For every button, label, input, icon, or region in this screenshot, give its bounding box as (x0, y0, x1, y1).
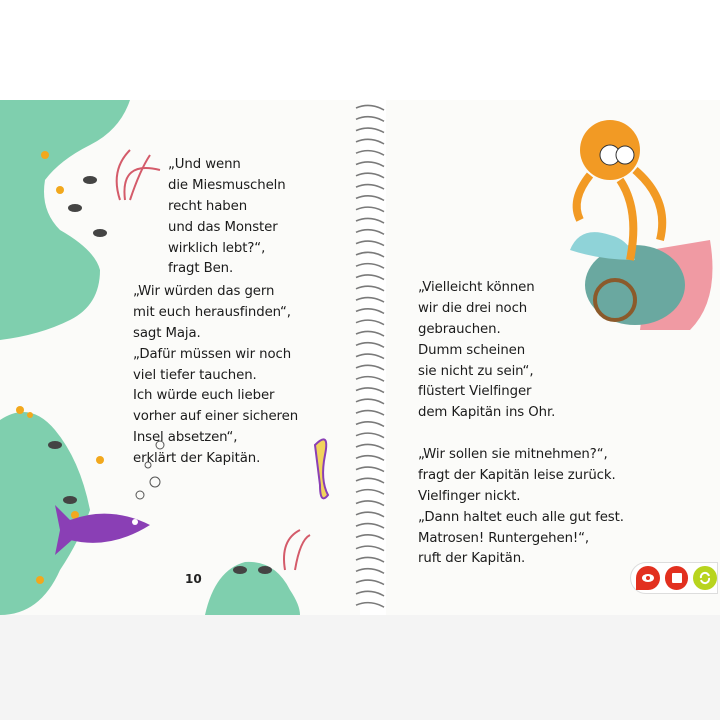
spiral-ring (356, 569, 384, 574)
spiral-ring (356, 354, 384, 359)
spiral-ring (356, 512, 384, 517)
spiral-ring (356, 139, 384, 144)
text-line: Vielfinger nickt. (418, 488, 521, 504)
text-line: wirklich lebt?“, (168, 240, 266, 256)
spiral-ring (356, 433, 384, 438)
eye-icon (641, 573, 655, 583)
octopus-turtle-illustration (540, 110, 720, 350)
spiral-ring (356, 467, 384, 472)
text-line: Matrosen! Runtergehen!“, (418, 530, 590, 546)
spiral-ring (356, 117, 384, 122)
right-text-block-2 (418, 445, 624, 570)
background (0, 615, 720, 720)
text-line: fragt Ben. (168, 261, 234, 277)
spiral-ring (356, 252, 384, 257)
spiral-ring (356, 580, 384, 585)
text-line: fragt der Kapitän leise zurück. (418, 467, 616, 483)
spiral-ring (356, 343, 384, 348)
spiral-ring (356, 128, 384, 133)
spiral-ring (356, 185, 384, 190)
spiral-ring (356, 207, 384, 212)
right-text-block-1 (418, 278, 555, 424)
spiral-ring (356, 151, 384, 156)
left-text-block-2 (133, 282, 298, 470)
refresh-button[interactable] (693, 566, 717, 590)
text-line: dem Kapitän ins Ohr. (418, 405, 556, 421)
spiral-ring (356, 591, 384, 596)
spiral-ring (356, 490, 384, 495)
text-line: Ich würde euch lieber (133, 388, 275, 404)
spiral-ring (356, 603, 384, 608)
page-number: 10 (185, 572, 202, 586)
spiral-ring (356, 230, 384, 235)
stop-button[interactable] (665, 566, 689, 590)
spiral-ring (356, 264, 384, 269)
text-line: sagt Maja. (133, 325, 201, 341)
audio-controls (630, 562, 718, 594)
left-text-block-1 (168, 155, 286, 280)
text-line: Insel absetzen“, (133, 430, 238, 446)
text-line: erklärt der Kapitän. (133, 451, 261, 467)
stop-icon (672, 573, 682, 583)
spiral-ring (356, 275, 384, 280)
spiral-ring (356, 388, 384, 393)
spiral-ring (356, 365, 384, 370)
spiral-ring (356, 196, 384, 201)
spiral-ring (356, 162, 384, 167)
spiral-ring (356, 444, 384, 449)
spiral-ring (356, 377, 384, 382)
spiral-ring (356, 399, 384, 404)
spiral-ring (356, 331, 384, 336)
spiral-ring (356, 286, 384, 291)
text-line: mit euch herausfinden“, (133, 304, 291, 320)
text-line: sie nicht zu sein“, (418, 363, 534, 379)
spiral-ring (356, 411, 384, 416)
text-line: und das Monster (168, 219, 278, 235)
text-line: wir die drei noch (418, 300, 528, 316)
text-line: ruft der Kapitän. (418, 551, 526, 567)
eye-button[interactable] (636, 566, 660, 590)
spiral-ring (356, 173, 384, 178)
text-line: „Vielleicht können (418, 280, 535, 295)
text-line: „Dann haltet euch alle gut fest. (418, 509, 624, 525)
text-line: vorher auf einer sicheren (133, 409, 299, 425)
text-line: gebrauchen. (418, 321, 501, 337)
text-line: „Wir würden das gern (133, 284, 275, 299)
spiral-ring (356, 298, 384, 303)
spiral-ring (356, 218, 384, 223)
spiral-ring (356, 320, 384, 325)
spiral-ring (356, 478, 384, 483)
spiral-ring (356, 524, 384, 529)
spiral-ring (356, 456, 384, 461)
text-line: die Miesmuscheln (168, 177, 286, 193)
spiral-ring (356, 241, 384, 246)
spiral-ring (356, 422, 384, 427)
text-line: „Und wenn (168, 157, 241, 172)
text-line: „Wir sollen sie mitnehmen?“, (418, 447, 608, 462)
text-line: viel tiefer tauchen. (133, 367, 257, 383)
spiral-binding (352, 100, 388, 615)
spiral-ring (356, 105, 384, 110)
text-line: recht haben (168, 198, 248, 214)
spiral-ring (356, 546, 384, 551)
text-line: „Dafür müssen wir noch (133, 346, 292, 362)
spiral-ring (356, 309, 384, 314)
spiral-ring (356, 535, 384, 540)
refresh-icon (698, 571, 712, 585)
spiral-ring (356, 557, 384, 562)
spiral-ring (356, 501, 384, 506)
text-line: Dumm scheinen (418, 342, 526, 358)
text-line: flüstert Vielfinger (418, 384, 532, 400)
